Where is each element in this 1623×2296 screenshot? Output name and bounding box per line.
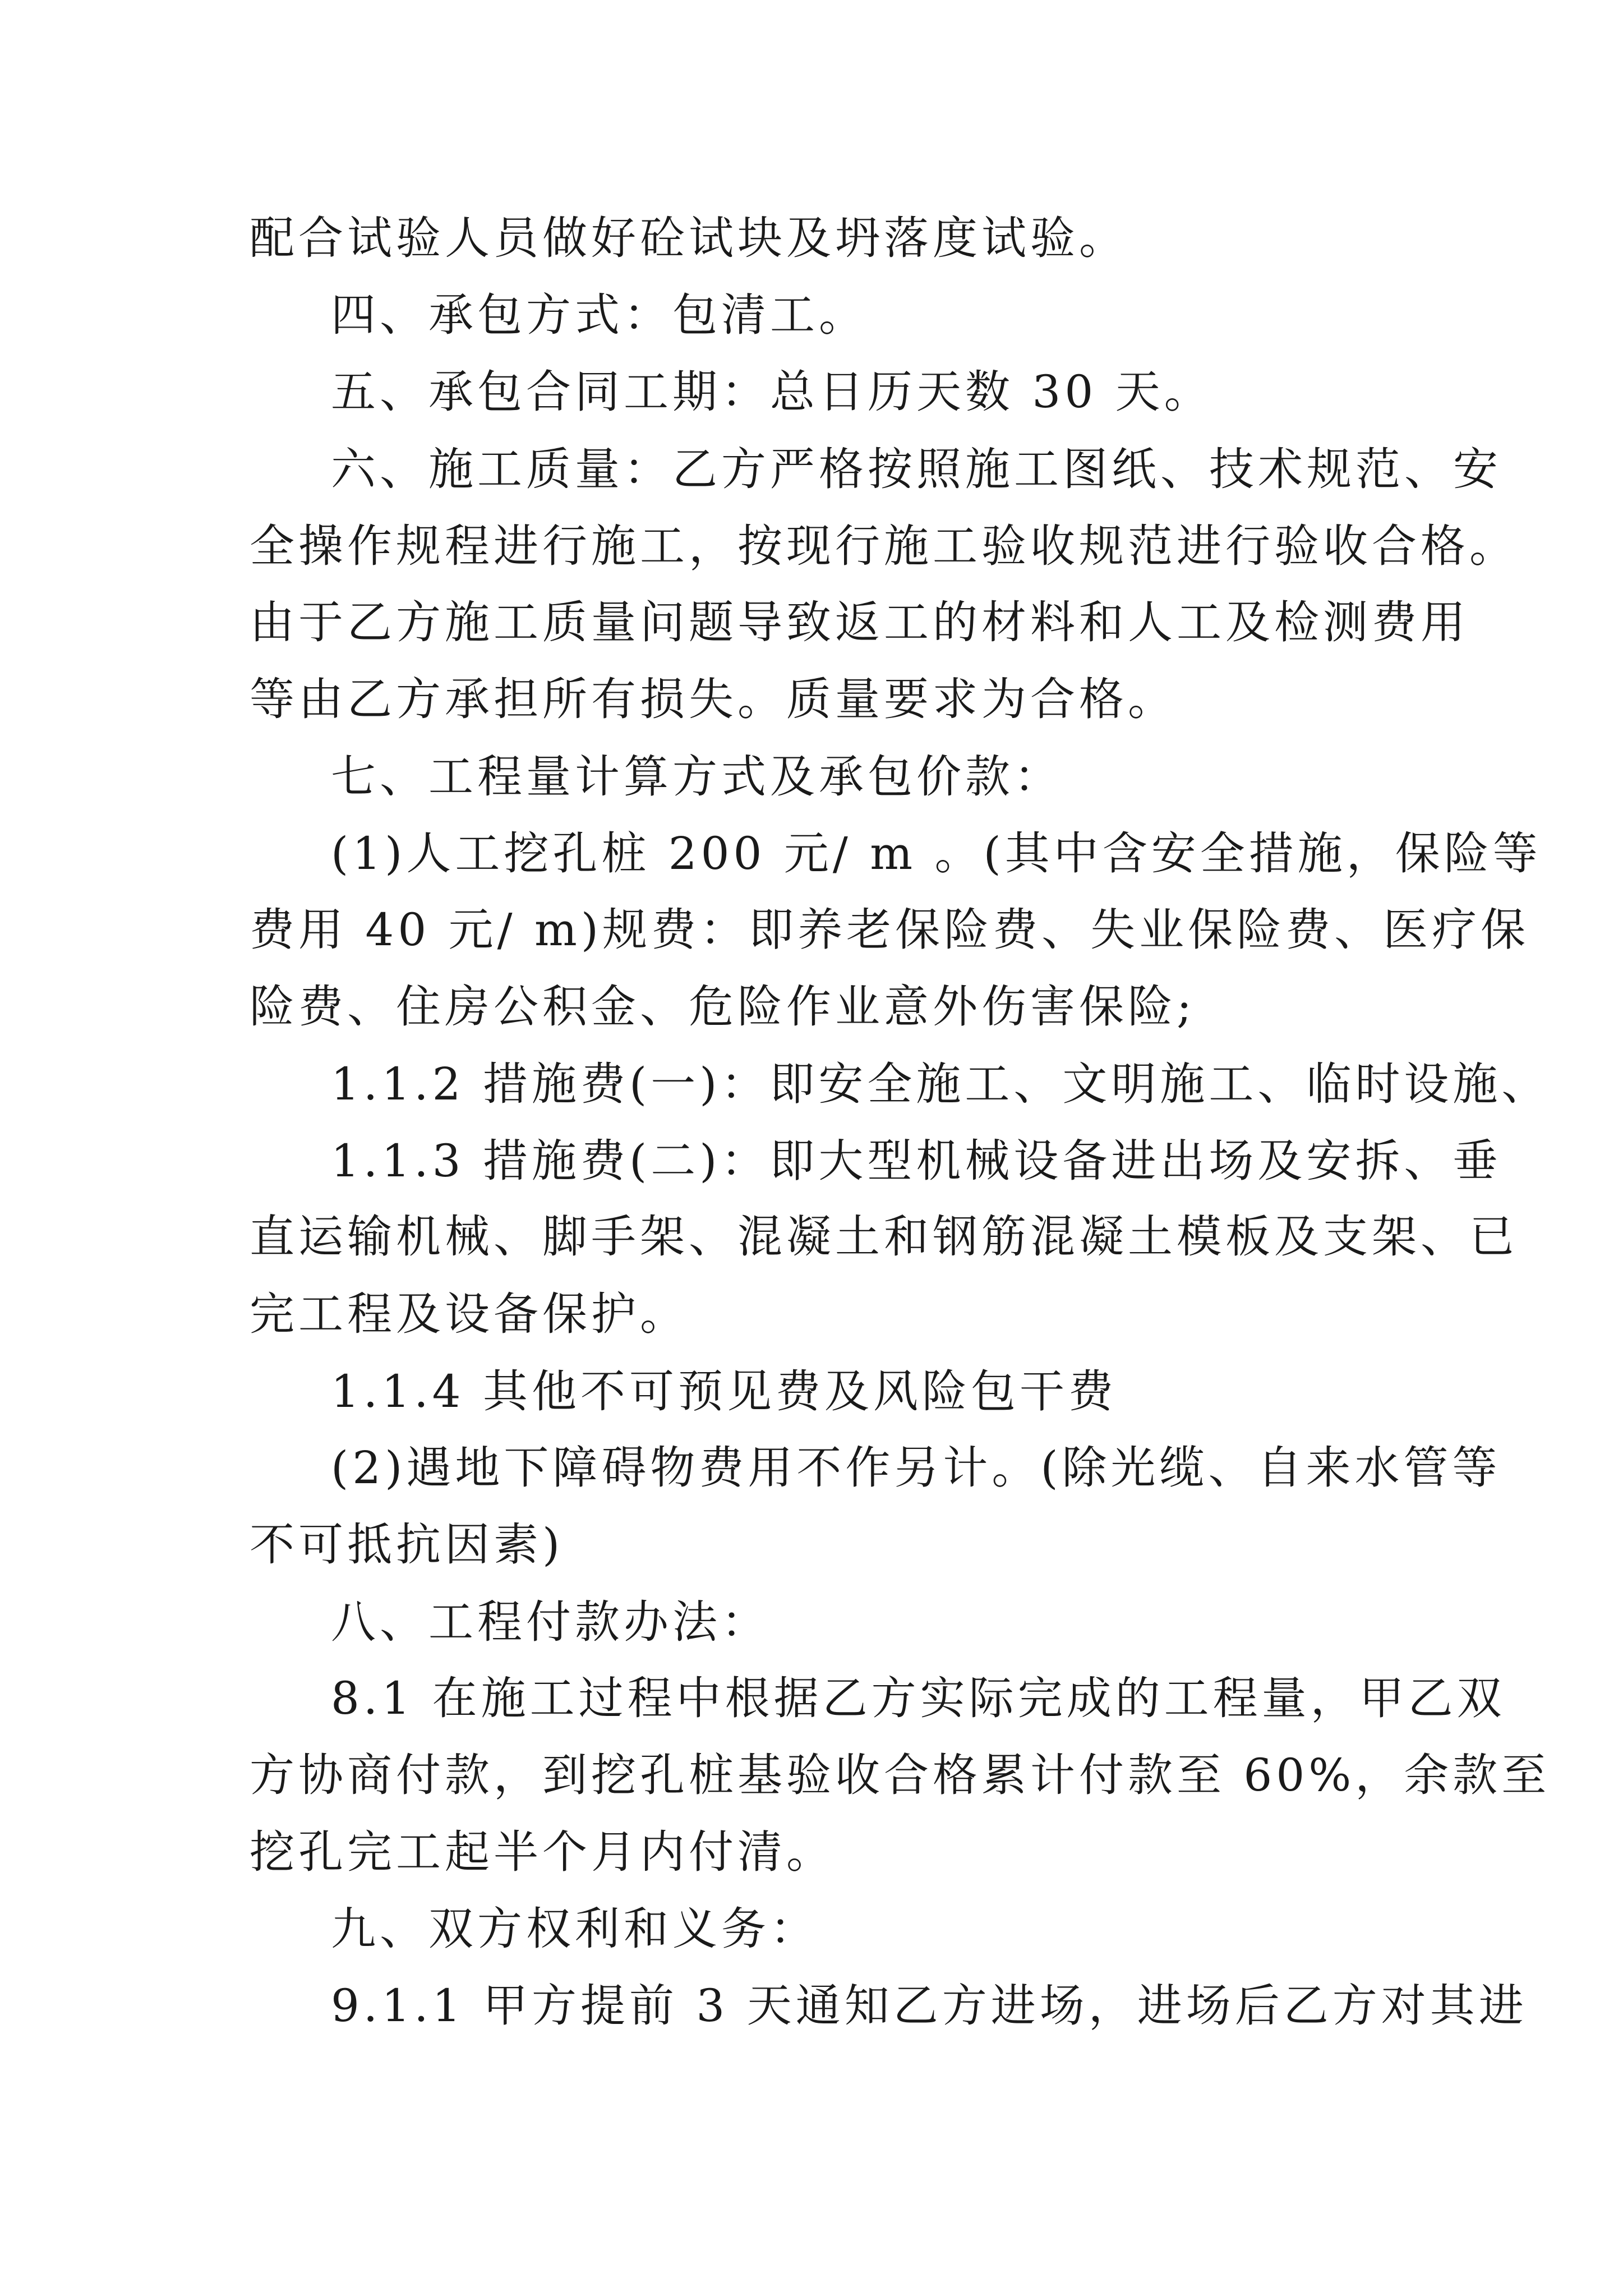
text-line: 险费、住房公积金、危险作业意外伤害保险; [250, 981, 1196, 1033]
text-line: 完工程及设备保护。 [250, 1288, 689, 1340]
paragraph-start: 8.1 在施工过程中根据乙方实际完成的工程量，甲乙双 [331, 1672, 1506, 1724]
section-heading: 四、承包方式：包清工。 [331, 289, 868, 341]
paragraph-start: 1.1.2 措施费(一)：即安全施工、文明施工、临时设施、 [331, 1058, 1551, 1110]
text-line: 费用 40 元/ m)规费：即养老保险费、失业保险费、医疗保 [250, 904, 1530, 956]
text-line: 由于乙方施工质量问题导致返工的材料和人工及检测费用 [250, 596, 1469, 648]
text-line: 挖孔完工起半个月内付清。 [250, 1826, 835, 1878]
paragraph-start: 1.1.3 措施费(二)：即大型机械设备进出场及安拆、垂 [331, 1135, 1502, 1187]
paragraph-start: 1.1.4 其他不可预见费及风险包干费 [331, 1365, 1117, 1418]
section-heading: 六、施工质量：乙方严格按照施工图纸、技术规范、安 [331, 443, 1502, 495]
text-line: 配合试验人员做好砼试块及坍落度试验。 [250, 212, 1128, 264]
paragraph-start: (2)遇地下障碍物费用不作另计。(除光缆、自来水管等 [331, 1442, 1501, 1494]
text-line: 全操作规程进行施工，按现行施工验收规范进行验收合格。 [250, 520, 1518, 572]
text-line: 直运输机械、脚手架、混凝土和钢筋混凝土模板及支架、已 [250, 1211, 1518, 1263]
section-heading: 八、工程付款办法： [331, 1596, 770, 1648]
paragraph-start: 9.1.1 甲方提前 3 天通知乙方进场，进场后乙方对其进 [331, 1980, 1528, 2032]
text-line: 不可抵抗因素) [250, 1519, 564, 1571]
text-line: 方协商付款，到挖孔桩基验收合格累计付款至 60%，余款至 [250, 1749, 1551, 1801]
section-heading: 七、工程量计算方式及承包价款： [331, 751, 1063, 803]
section-heading: 九、双方权利和义务： [331, 1903, 819, 1955]
section-heading: 五、承包合同工期：总日历天数 30 天。 [331, 366, 1213, 418]
paragraph-start: (1)人工挖孔桩 200 元/ m 。(其中含安全措施，保险等 [331, 827, 1542, 880]
text-line: 等由乙方承担所有损失。质量要求为合格。 [250, 673, 1177, 725]
